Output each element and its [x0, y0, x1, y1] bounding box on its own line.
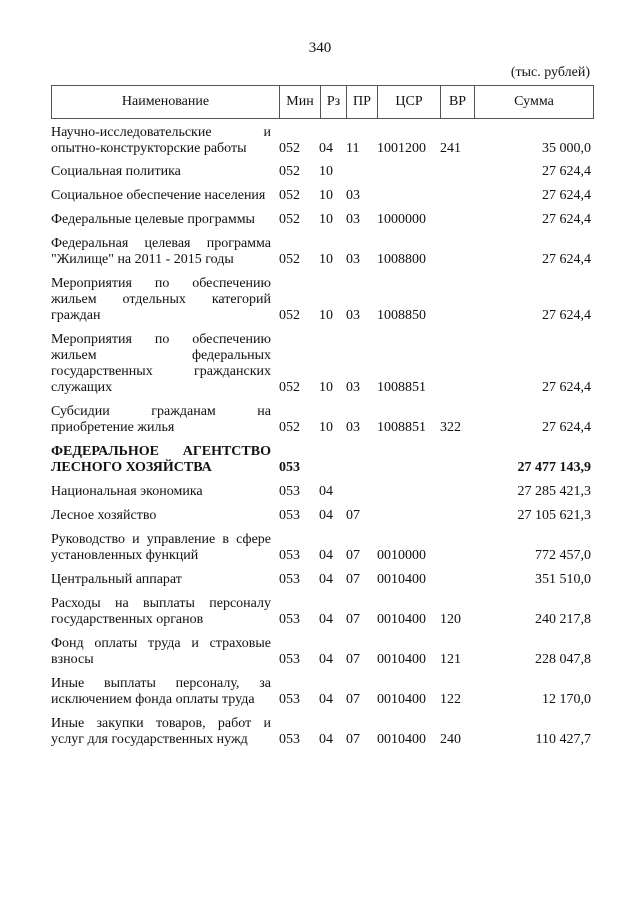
row-sum: 27 624,4	[542, 420, 591, 435]
row-rz: 04	[319, 141, 333, 156]
row-name: Социальная политика	[51, 164, 181, 179]
row-name: Иные закупки товаров, работ и услуг для государственных нужд	[51, 716, 271, 747]
row-name: Мероприятия по обеспечению жильем отдельных категорий граждан	[51, 276, 271, 323]
table-row	[51, 532, 593, 564]
row-name: Расходы на выплаты персоналу государственных органов	[51, 596, 271, 627]
row-pr: 03	[346, 212, 360, 227]
row-rz: 04	[319, 612, 333, 627]
row-pr: 03	[346, 308, 360, 323]
row-csr: 0010000	[377, 548, 426, 563]
row-vr: 241	[440, 141, 461, 156]
row-min: 053	[279, 652, 300, 667]
row-sum: 12 170,0	[542, 692, 591, 707]
table-row	[51, 212, 593, 228]
row-name: Федеральные целевые программы	[51, 212, 255, 227]
row-sum: 351 510,0	[535, 572, 591, 587]
table-row	[51, 332, 593, 396]
table-row	[51, 276, 593, 324]
row-sum: 228 047,8	[535, 652, 591, 667]
row-name: Фонд оплаты труда и страховые взносы	[51, 636, 271, 667]
row-vr: 322	[440, 420, 461, 435]
row-pr: 07	[346, 548, 360, 563]
row-pr: 07	[346, 692, 360, 707]
row-min: 053	[279, 732, 300, 747]
row-name: Руководство и управление в сфере установленных функций	[51, 532, 271, 563]
row-sum: 27 624,4	[542, 380, 591, 395]
row-pr: 07	[346, 612, 360, 627]
row-min: 053	[279, 460, 300, 475]
row-min: 052	[279, 252, 300, 267]
row-name: Социальное обеспечение населения	[51, 188, 266, 203]
row-pr: 03	[346, 420, 360, 435]
header-rz: Рз	[321, 86, 347, 119]
row-sum: 240 217,8	[535, 612, 591, 627]
row-name: Федеральная целевая программа "Жилище" на 2011 - 2015 годы	[51, 236, 271, 267]
row-csr: 1000000	[377, 212, 426, 227]
header-min: Мин	[280, 86, 321, 119]
header-name: Наименование	[52, 86, 280, 119]
header-vr: ВР	[441, 86, 475, 119]
units-label: (тыс. рублей)	[510, 65, 590, 80]
row-rz: 04	[319, 652, 333, 667]
header-csr: ЦСР	[378, 86, 441, 119]
row-csr: 0010400	[377, 572, 426, 587]
row-rz: 04	[319, 692, 333, 707]
table-row	[51, 188, 593, 204]
row-csr: 1008850	[377, 308, 426, 323]
row-rz: 10	[319, 252, 333, 267]
row-min: 053	[279, 508, 300, 523]
row-csr: 1008800	[377, 252, 426, 267]
row-rz: 10	[319, 212, 333, 227]
row-name: Иные выплаты персоналу, за исключением фонда оплаты труда	[51, 676, 271, 707]
row-min: 053	[279, 692, 300, 707]
row-sum: 27 105 621,3	[517, 508, 591, 523]
row-vr: 120	[440, 612, 461, 627]
row-sum: 772 457,0	[535, 548, 591, 563]
table-row	[51, 484, 593, 500]
row-rz: 10	[319, 420, 333, 435]
row-sum: 27 624,4	[542, 164, 591, 179]
row-rz: 10	[319, 164, 333, 179]
table-row	[51, 125, 593, 157]
row-rz: 10	[319, 380, 333, 395]
row-min: 052	[279, 141, 300, 156]
row-min: 052	[279, 420, 300, 435]
table-row-agency	[51, 444, 593, 476]
row-name: Лесное хозяйство	[51, 508, 157, 523]
row-csr: 1008851	[377, 380, 426, 395]
row-rz: 10	[319, 308, 333, 323]
table-row	[51, 236, 593, 268]
table-row	[51, 164, 593, 180]
row-min: 053	[279, 548, 300, 563]
row-name: Центральный аппарат	[51, 572, 182, 587]
row-sum: 27 624,4	[542, 212, 591, 227]
row-rz: 04	[319, 572, 333, 587]
row-sum: 35 000,0	[542, 141, 591, 156]
table-row	[51, 636, 593, 668]
row-name: Мероприятия по обеспечению жильем федеральных государственных гражданских служащих	[51, 332, 271, 395]
row-pr: 07	[346, 572, 360, 587]
row-csr: 0010400	[377, 612, 426, 627]
row-pr: 03	[346, 252, 360, 267]
row-pr: 03	[346, 188, 360, 203]
row-rz: 10	[319, 188, 333, 203]
table-body	[51, 125, 593, 756]
row-csr: 0010400	[377, 692, 426, 707]
row-name: Научно-исследовательские и опытно-конструкторские работы	[51, 125, 271, 156]
row-vr: 121	[440, 652, 461, 667]
row-pr: 11	[346, 141, 360, 156]
row-sum: 27 624,4	[542, 308, 591, 323]
table-row	[51, 596, 593, 628]
table-row	[51, 716, 593, 748]
row-name: ФЕДЕРАЛЬНОЕ АГЕНТСТВО ЛЕСНОГО ХОЗЯЙСТВА	[51, 444, 271, 475]
row-name: Субсидии гражданам на приобретение жилья	[51, 404, 271, 435]
row-min: 052	[279, 188, 300, 203]
row-csr: 1001200	[377, 141, 426, 156]
row-csr: 0010400	[377, 732, 426, 747]
row-rz: 04	[319, 508, 333, 523]
row-min: 053	[279, 612, 300, 627]
row-sum: 27 624,4	[542, 252, 591, 267]
row-min: 053	[279, 572, 300, 587]
page-number: 340	[308, 40, 332, 56]
row-sum: 27 285 421,3	[517, 484, 591, 499]
header-pr: ПР	[347, 86, 378, 119]
row-min: 052	[279, 380, 300, 395]
header-sum: Сумма	[475, 86, 594, 119]
row-pr: 03	[346, 380, 360, 395]
row-min: 052	[279, 164, 300, 179]
table-row	[51, 404, 593, 436]
row-min: 052	[279, 212, 300, 227]
row-name: Национальная экономика	[51, 484, 203, 499]
row-min: 053	[279, 484, 300, 499]
row-sum: 27 477 143,9	[517, 460, 591, 475]
row-rz: 04	[319, 548, 333, 563]
row-pr: 07	[346, 652, 360, 667]
row-rz: 04	[319, 484, 333, 499]
row-rz: 04	[319, 732, 333, 747]
row-min: 052	[279, 308, 300, 323]
row-sum: 27 624,4	[542, 188, 591, 203]
row-vr: 122	[440, 692, 461, 707]
table-row	[51, 508, 593, 524]
row-csr: 1008851	[377, 420, 426, 435]
row-pr: 07	[346, 508, 360, 523]
table-header	[51, 85, 594, 119]
table-row	[51, 572, 593, 588]
row-vr: 240	[440, 732, 461, 747]
row-csr: 0010400	[377, 652, 426, 667]
row-sum: 110 427,7	[535, 732, 591, 747]
row-pr: 07	[346, 732, 360, 747]
table-row	[51, 676, 593, 708]
